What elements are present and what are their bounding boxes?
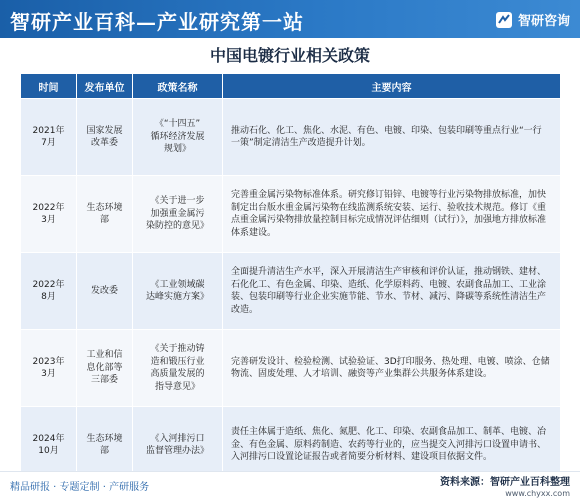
table-row [21,330,561,407]
cell-time: 2021年 7月 [21,99,77,176]
cell-policy: 《关于推动铸 造和锻压行业 高质量发展的 指导意见》 [133,330,223,407]
cell-policy: 《“十四五” 循环经济发展 规划》 [133,99,223,176]
cell-policy: 《工业领域碳 达峰实施方案》 [133,253,223,330]
website-link[interactable]: www.chyxx.com [505,489,570,498]
column-header-content: 主要内容 [223,74,561,99]
cell-content: 完善重金属污染物标准体系。研究修订铅锌、电镀等行业污染物排放标准，加快制定出台版水重金属污染物在线监测系统安装、运行、验收技术规范。修订《重点重金属污染物排放量控制目标完成情况评估细则（试行）》，加强地方排放标准体系建设。 [223,176,561,253]
cell-time: 2022年 3月 [21,176,77,253]
table-header-row [21,74,561,99]
brand-logo-icon [495,11,513,29]
column-header-time: 时间 [21,74,77,99]
footer-source-block [440,472,570,498]
cell-time: 2023年 3月 [21,330,77,407]
cell-time: 2022年 8月 [21,253,77,330]
table-row [21,176,561,253]
column-header-org: 发布单位 [77,74,133,99]
cell-time: 2024年 10月 [21,407,77,484]
cell-policy: 《入河排污口 监督管理办法》 [133,407,223,484]
cell-content: 完善研发设计、检验检测、试验验证、3D打印服务、热处理、电镀、喷涂、仓储物流、固废处理、人才培训、融资等产业集群公共服务体系建设。 [223,330,561,407]
policy-table [20,73,561,484]
table-row [21,99,561,176]
cell-content: 全面提升清洁生产水平，深入开展清洁生产审核和评价认证，推动钢铁、建材、石化化工、有色金属、印染、造纸、化学原料药、电镀、农副食品加工、工业涂装、包装印刷等行业企业实施节能、节水、节材、减污、降碳等系统性清洁生产改造。 [223,253,561,330]
column-header-policy: 政策名称 [133,74,223,99]
cell-policy: 《关于进一步 加强重金属污 染防控的意见》 [133,176,223,253]
top-banner [0,0,580,38]
cell-content: 推动石化、化工、焦化、水泥、有色、电镀、印染、包装印刷等重点行业“一行一策”制定清洁生产改造提升计划。 [223,99,561,176]
page-title: 中国电镀行业相关政策 [209,46,370,65]
source-note: 资料来源：智研产业百科整理 [440,477,570,488]
footer [0,471,580,501]
cell-org: 工业和信 息化部等 三部委 [77,330,133,407]
cell-org: 生态环境 部 [77,176,133,253]
brand [495,10,570,29]
cell-org: 国家发展 改革委 [77,99,133,176]
brand-name: 智研咨询 [517,14,570,29]
cell-org: 发改委 [77,253,133,330]
table-row [21,253,561,330]
footer-services: 精品研报 · 专题定制 · 产研服务 [10,482,150,493]
site-title: 智研产业百科—产业研究第一站 [10,10,304,34]
cell-content: 责任主体属于造纸、焦化、氮肥、化工、印染、农副食品加工、制革、电镀、冶金、有色金属、原料药制造、农药等行业的，应当提交入河排污口设置申请书、入河排污口设置论证报告或者简要分析材料、建设项目依据文件。 [223,407,561,484]
cell-org: 生态环境 部 [77,407,133,484]
